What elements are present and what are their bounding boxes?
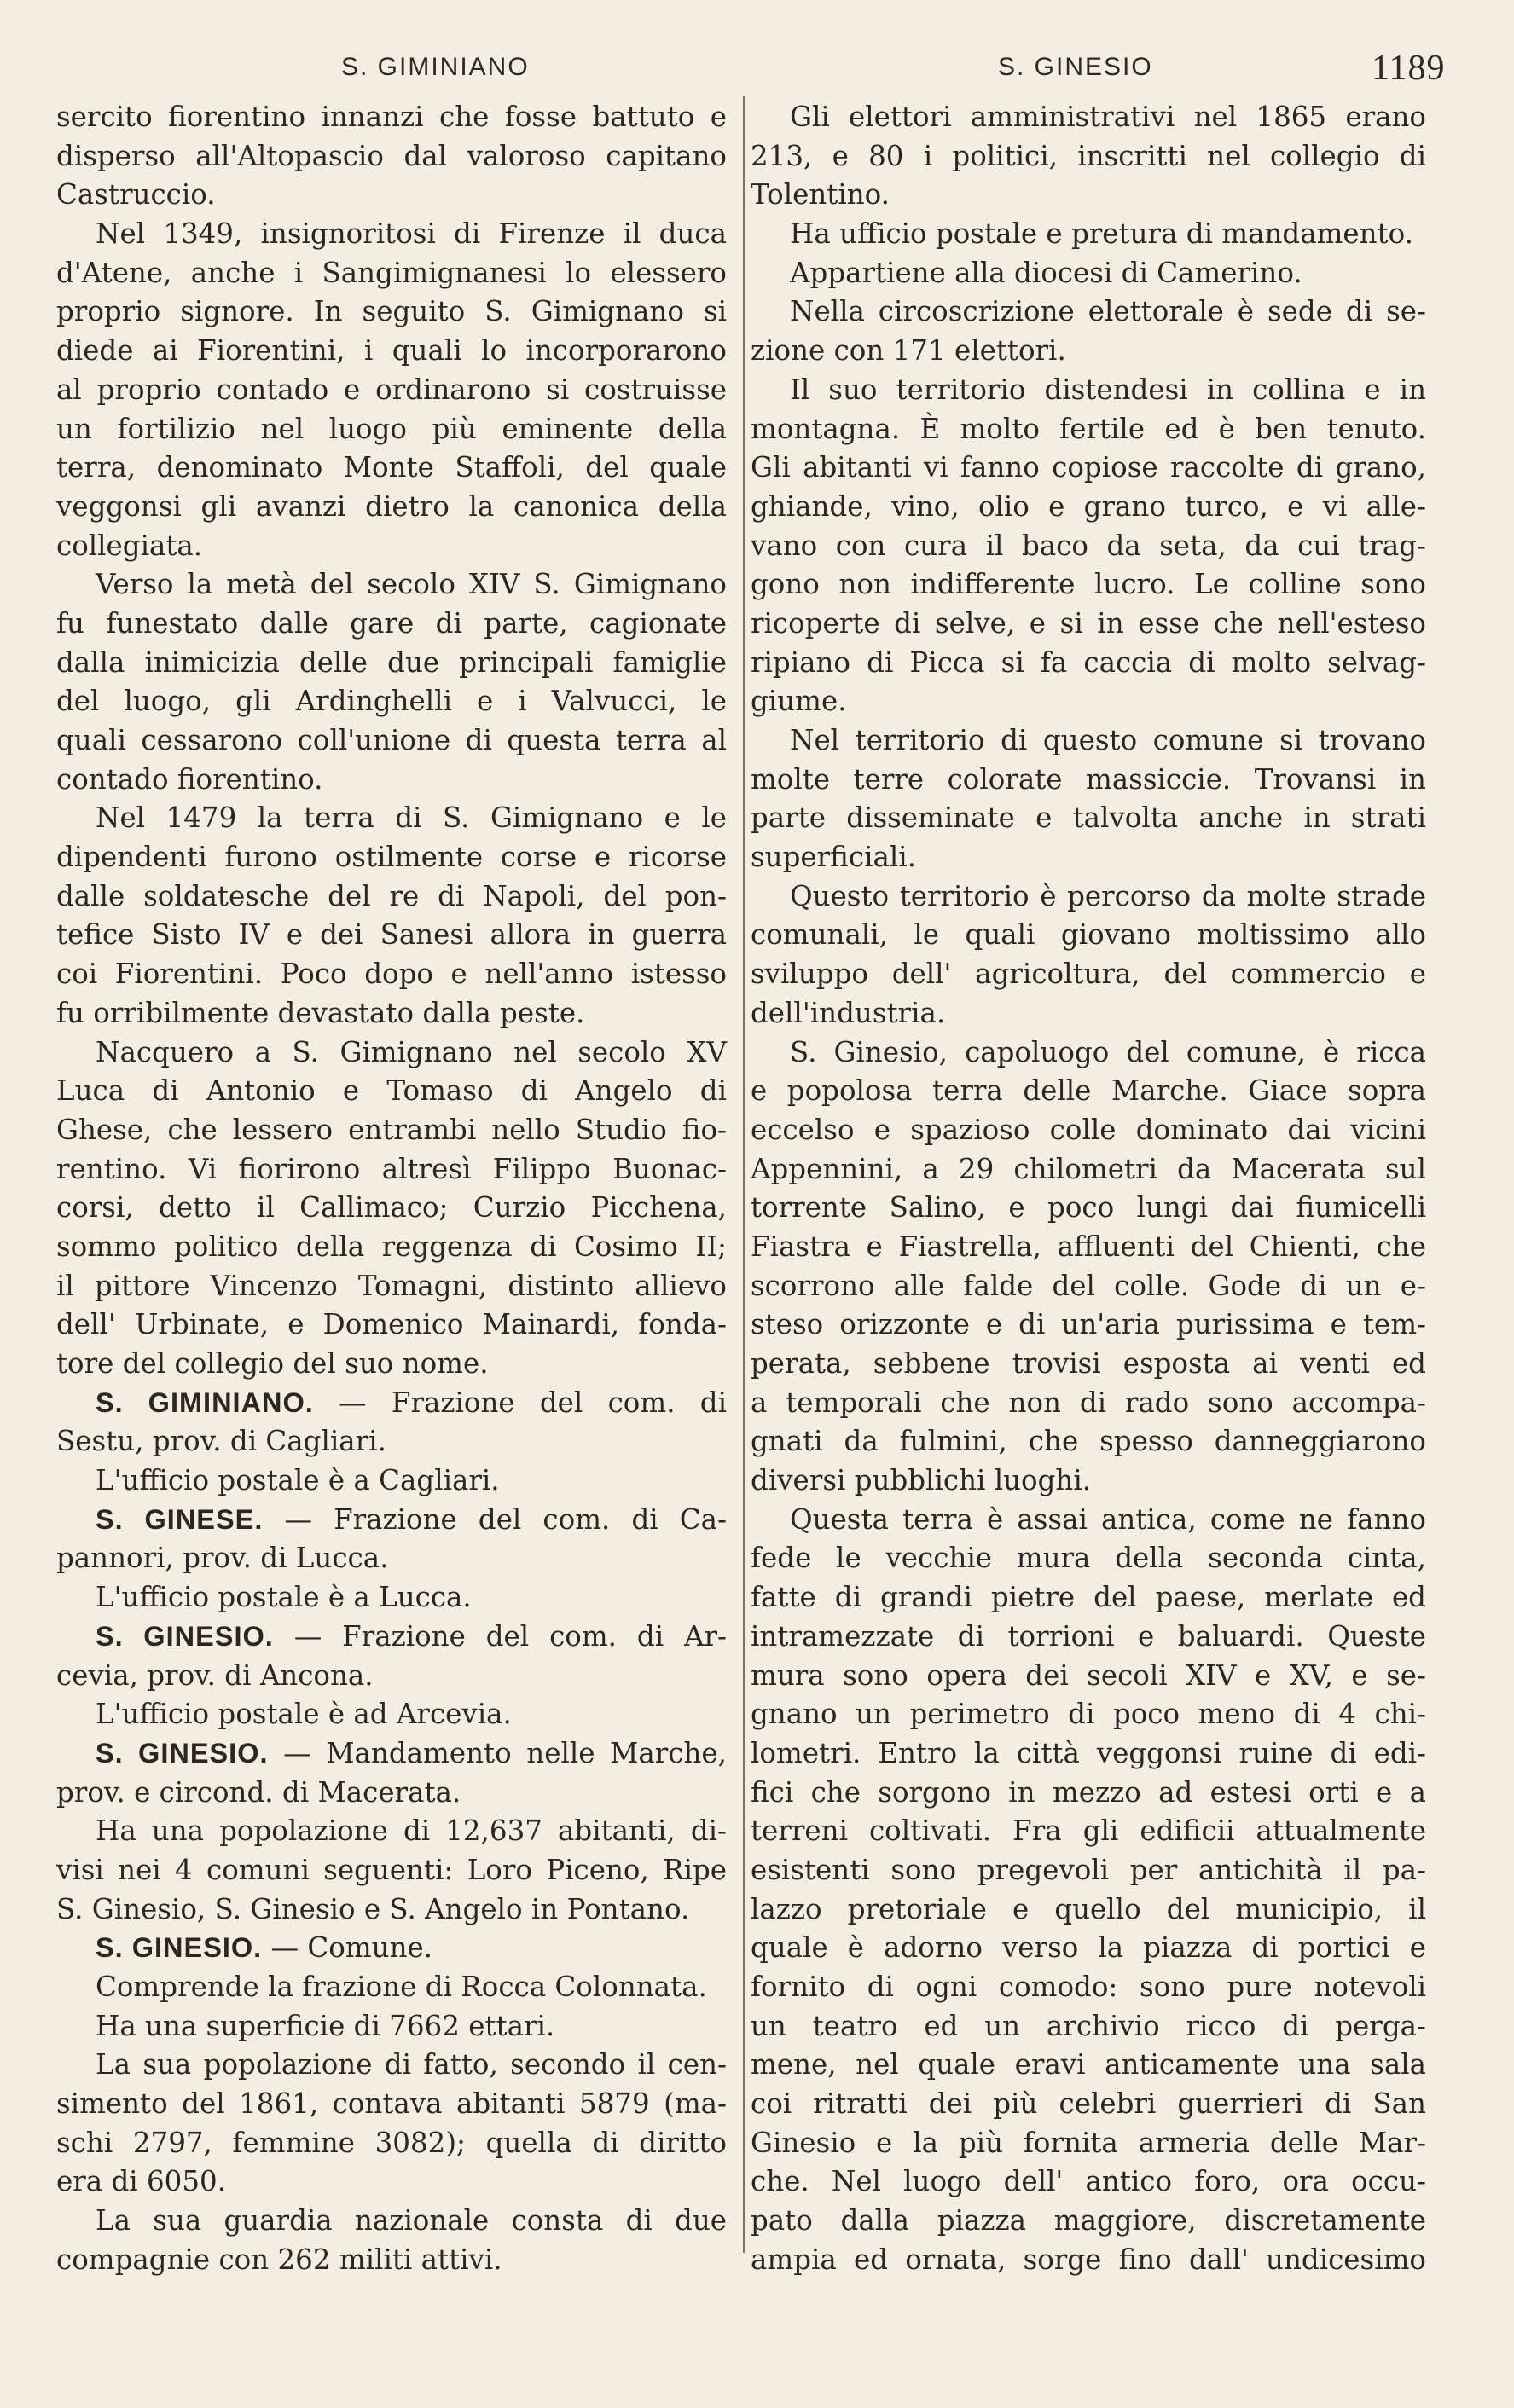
- text-line: collegiata.: [56, 529, 203, 562]
- text-line: corsi, detto il Callimaco; Curzio Picchena,: [56, 1191, 727, 1224]
- text-line: Gli elettori amministrativi nel 1865 erano: [790, 101, 1426, 133]
- text-line: prov. e circond. di Macerata.: [56, 1775, 461, 1809]
- text-line: al proprio contado e ordinarono si costruisse: [56, 373, 727, 406]
- text-line: a temporali che non di rado sono accompa-: [751, 1386, 1426, 1419]
- text-line: comunali, le quali giovano moltissimo allo: [751, 918, 1426, 952]
- text-line: fu orribilmente devastato dalla peste.: [56, 996, 585, 1029]
- text-line: fatte di grandi pietre del paese, merlate ed: [751, 1581, 1426, 1614]
- text-line: Nacquero a S. Gimignano nel secolo XV: [96, 1035, 727, 1068]
- right-running-head: S. GINESIO: [998, 53, 1153, 81]
- text-line: zione con 171 elettori.: [751, 334, 1066, 368]
- text-line: montagna. È molto fertile ed è ben tenuto.: [751, 412, 1426, 445]
- text-line: [56, 1618, 727, 1657]
- text-line: Gli abitanti vi fanno copiose raccolte di grano,: [751, 451, 1426, 484]
- text-line: S. Ginesio, capoluogo del comune, è ricca: [790, 1035, 1426, 1068]
- text-line: L'ufficio postale è a Lucca.: [96, 1581, 472, 1614]
- text-line: del luogo, gli Ardinghelli e i Valvucci, le: [56, 685, 727, 718]
- entry-heading: S. GINESIO.: [96, 1932, 263, 1964]
- text-line: Nella circoscrizione elettorale è sede di se-: [790, 295, 1426, 328]
- text-line: compagnie con 262 militi attivi.: [56, 2243, 502, 2276]
- text-line: L'ufficio postale è ad Arcevia.: [96, 1698, 512, 1731]
- text-line: gono non indifferente lucro. Le colline sono: [751, 568, 1426, 601]
- text-line: quali cessarono coll'unione di questa terra al: [56, 724, 727, 756]
- text-line: Nel 1349, insignoritosi di Firenze il duca: [96, 217, 727, 251]
- entry-heading: S. GINESIO.: [96, 1737, 269, 1768]
- text-line: Sestu, prov. di Cagliari.: [56, 1425, 386, 1458]
- text-line: Appennini, a 29 chilometri da Macerata sul: [751, 1152, 1426, 1185]
- text-line: scorrono alle falde del colle. Gode di un e-: [751, 1269, 1426, 1302]
- text-line: pato dalla piazza maggiore, discretamente: [751, 2204, 1426, 2237]
- text-line: La sua guardia nazionale consta di due: [96, 2204, 727, 2237]
- text-line: diversi pubblichi luoghi.: [751, 1464, 1092, 1497]
- text-line: era di 6050.: [56, 2165, 227, 2198]
- text-line: cevia, prov. di Ancona.: [56, 1658, 374, 1692]
- text-line: esistenti sono pregevoli per antichità il pa-: [751, 1853, 1426, 1886]
- text-line: Ha una superficie di 7662 ettari.: [96, 2009, 555, 2042]
- text-line: ricoperte di selve, e si in esse che nell'esteso: [751, 606, 1426, 640]
- text-line: Luca di Antonio e Tomaso di Angelo di: [56, 1074, 727, 1108]
- text-line: coi Fiorentini. Poco dopo e nell'anno istesso: [56, 958, 727, 991]
- text-line: La sua popolazione di fatto, secondo il cen-: [96, 2048, 727, 2081]
- text-line: ampia ed ornata, sorge fino dall' undicesimo: [751, 2243, 1426, 2276]
- text-line: perata, sebbene trovisi esposta ai venti ed: [751, 1347, 1426, 1380]
- text-line: disperso all'Altopascio dal valoroso capitano: [56, 139, 727, 172]
- column-divider: [743, 96, 745, 2253]
- right-text-column: [751, 98, 1426, 2280]
- text-line: Ginesio e la più fornita armeria delle Mar-: [751, 2126, 1426, 2159]
- text-line: sercito fiorentino innanzi che fosse battuto e: [56, 101, 727, 133]
- text-line: coi ritratti dei più celebri guerrieri di San: [751, 2087, 1426, 2121]
- text-line: 213, e 80 i politici, inscritti nel collegio di: [751, 139, 1426, 172]
- text-line: veggonsi gli avanzi dietro la canonica della: [56, 489, 727, 523]
- page-number: 1189: [1372, 49, 1446, 88]
- text-line: tefice Sisto IV e dei Sanesi allora in guerra: [56, 918, 727, 952]
- entry-heading: S. GINESE.: [96, 1503, 264, 1535]
- text-line: ghiande, vino, olio e grano turco, e vi alle-: [751, 489, 1426, 523]
- text-line: Comprende la frazione di Rocca Colonnata.: [96, 1971, 707, 2003]
- text-line: steso orizzonte e di un'aria purissima e tem-: [751, 1308, 1426, 1341]
- text-line: diede ai Fiorentini, i quali lo incorporarono: [56, 334, 727, 368]
- left-running-head: S. GIMINIANO: [341, 53, 530, 81]
- text-line: mene, nel quale eravi anticamente una sala: [751, 2048, 1426, 2081]
- left-text-column: [56, 98, 727, 2280]
- entry-text: — Frazione del com. di: [339, 1386, 727, 1419]
- text-line: Castruccio.: [56, 178, 216, 211]
- text-line: sommo politico della reggenza di Cosimo II;: [56, 1230, 727, 1263]
- text-line: d'Atene, anche i Sangimignanesi lo elessero: [56, 256, 727, 289]
- text-line: contado fiorentino.: [56, 762, 323, 796]
- text-line: terra, denominato Monte Staffoli, del quale: [56, 451, 727, 484]
- text-line: [56, 1929, 727, 1968]
- text-line: Nel 1479 la terra di S. Gimignano e le: [96, 802, 727, 835]
- text-line: ripiano di Picca si fa caccia di molto selvag-: [751, 645, 1426, 679]
- text-line: tore del collegio del suo nome.: [56, 1347, 489, 1380]
- text-line: dalle soldatesche del re di Napoli, del pon-: [56, 879, 727, 912]
- text-line: Questa terra è assai antica, come ne fanno: [790, 1502, 1426, 1536]
- text-line: fici che sorgono in mezzo ad estesi orti e a: [751, 1775, 1426, 1809]
- text-line: vano con cura il baco da seta, da cui trag-: [751, 529, 1426, 562]
- text-line: superficiali.: [751, 841, 916, 874]
- text-line: Il suo territorio distendesi in collina e in: [790, 373, 1426, 406]
- text-line: e popolosa terra delle Marche. Giace sopra: [751, 1074, 1426, 1108]
- text-line: quale è adorno verso la piazza di portici e: [751, 1931, 1426, 1965]
- entry-text: — Mandamento nelle Marche,: [283, 1736, 727, 1769]
- text-line: dalla inimicizia delle due principali famiglie: [56, 645, 727, 679]
- text-line: L'ufficio postale è a Cagliari.: [96, 1464, 500, 1497]
- text-line: che. Nel luogo dell' antico foro, ora occu-: [751, 2165, 1426, 2198]
- text-line: Verso la metà del secolo XIV S. Gimignano: [96, 568, 727, 601]
- entry-text: — Frazione del com. di Ar-: [293, 1619, 727, 1653]
- text-line: dipendenti furono ostilmente corse e ricorse: [56, 841, 727, 874]
- text-line: mura sono opera dei secoli XIV e XV, e se-: [751, 1658, 1426, 1692]
- text-line: rentino. Vi fiorirono altresì Filippo Buonac-: [56, 1152, 727, 1185]
- text-line: molte terre colorate massiccie. Trovansi in: [751, 762, 1426, 796]
- entry-heading: S. GIMINIANO.: [96, 1386, 314, 1418]
- text-line: Fiastra e Fiastrella, affluenti del Chienti, che: [751, 1230, 1426, 1263]
- text-line: gnati da fulmini, che spesso danneggiarono: [751, 1425, 1426, 1458]
- text-line: Tolentino.: [751, 178, 890, 211]
- text-line: torrente Salino, e poco lungi dai fiumicelli: [751, 1191, 1426, 1224]
- text-line: dell' Urbinate, e Domenico Mainardi, fonda-: [56, 1308, 727, 1341]
- text-line: proprio signore. In seguito S. Gimignano si: [56, 295, 727, 328]
- text-line: simento del 1861, contava abitanti 5879 (ma-: [56, 2087, 727, 2121]
- text-line: visi nei 4 comuni seguenti: Loro Piceno, Ripe: [56, 1853, 727, 1886]
- text-line: Ha ufficio postale e pretura di mandamento.: [790, 217, 1413, 251]
- text-line: fede le vecchie mura della seconda cinta,: [751, 1542, 1426, 1575]
- entry-text: — Frazione del com. di Ca-: [284, 1502, 727, 1536]
- text-line: [56, 1734, 727, 1774]
- text-line: parte disseminate e talvolta anche in strati: [751, 802, 1426, 835]
- text-line: Appartiene alla diocesi di Camerino.: [790, 256, 1302, 289]
- text-line: terreni coltivati. Fra gli edificii attualmente: [751, 1815, 1426, 1848]
- text-line: Ha una popolazione di 12,637 abitanti, di-: [96, 1815, 727, 1848]
- text-line: un fortilizio nel luogo più eminente della: [56, 412, 727, 445]
- text-line: Questo territorio è percorso da molte strade: [790, 879, 1426, 912]
- text-line: S. Ginesio, S. Ginesio e S. Angelo in Pontano.: [56, 1892, 690, 1925]
- entry-text: — Comune.: [270, 1931, 433, 1965]
- text-line: sviluppo dell' agricoltura, del commercio e: [751, 958, 1426, 991]
- text-line: un teatro ed un archivio ricco di perga-: [751, 2009, 1426, 2042]
- text-line: Nel territorio di questo comune si trovano: [790, 724, 1426, 756]
- text-line: [56, 1384, 727, 1423]
- text-line: pannori, prov. di Lucca.: [56, 1542, 389, 1575]
- text-line: fornito di ogni comodo: sono pure notevoli: [751, 1971, 1426, 2003]
- text-line: lometri. Entro la città veggonsi ruine di edi-: [751, 1736, 1426, 1769]
- text-line: schi 2797, femmine 3082); quella di diritto: [56, 2126, 727, 2159]
- text-line: fu funestato dalle gare di parte, cagionate: [56, 606, 727, 640]
- text-line: Ghese, che lessero entrambi nello Studio fio-: [56, 1113, 727, 1146]
- text-line: lazzo pretoriale e quello del municipio, il: [751, 1892, 1426, 1925]
- text-line: intramezzate di torrioni e baluardi. Queste: [751, 1619, 1426, 1653]
- text-line: [56, 1501, 727, 1540]
- text-line: giume.: [751, 685, 847, 718]
- entry-heading: S. GINESIO.: [96, 1620, 274, 1652]
- text-line: eccelso e spazioso colle dominato dai vicini: [751, 1113, 1426, 1146]
- text-line: gnano un perimetro di poco meno di 4 chi-: [751, 1698, 1426, 1731]
- text-line: dell'industria.: [751, 996, 946, 1029]
- text-line: il pittore Vincenzo Tomagni, distinto allievo: [56, 1269, 727, 1302]
